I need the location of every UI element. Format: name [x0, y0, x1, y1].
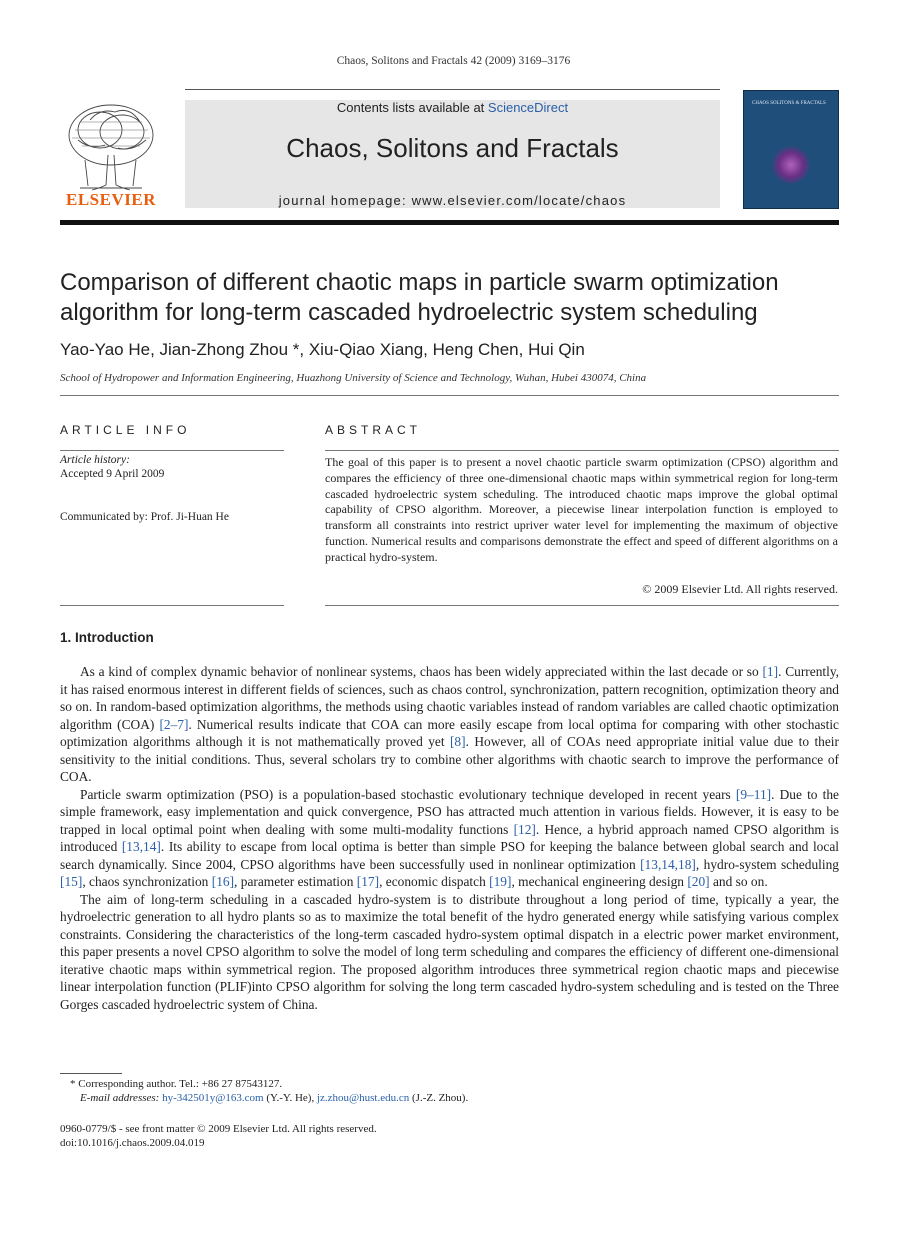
text-span: . Due to the simple framework, easy implementation and quick convergence, PSO has attracted much attention in various fields. However, it is easy to be trapped in local optimal point when dealing with some multi-modality functions — [60, 786, 839, 837]
article-info-heading: ARTICLE INFO — [60, 423, 191, 437]
email-link-zhou[interactable]: jz.zhou@hust.edu.cn — [316, 1092, 410, 1104]
text-span: , economic dispatch — [379, 874, 490, 889]
footnote-rule — [60, 1073, 122, 1074]
journal-cover-image — [743, 90, 839, 209]
journal-citation: Chaos, Solitons and Fractals 42 (2009) 3169–3176 — [336, 55, 571, 67]
text-span: , hydro-system scheduling — [695, 856, 839, 872]
affiliation-rule — [60, 395, 839, 396]
email-note — [80, 1092, 468, 1104]
communicated-by: Communicated by: Prof. Ji-Huan He — [60, 511, 229, 523]
text-span: . Hence, a hybrid approach named CPSO algorithm is introduced — [60, 821, 840, 854]
contents-prefix: Contents lists available at — [336, 100, 488, 115]
citation-link[interactable]: [17] — [356, 874, 380, 889]
article-info-rule — [60, 450, 284, 451]
cover-art — [772, 146, 810, 184]
journal-name: Chaos, Solitons and Fractals — [286, 133, 619, 163]
citation-link[interactable]: [1] — [762, 664, 779, 679]
email-owner-zhou: (J.-Z. Zhou). — [409, 1092, 469, 1104]
text-span: , chaos synchronization — [82, 874, 212, 889]
accepted-date: Accepted 9 April 2009 — [60, 468, 165, 480]
citation-link[interactable]: [13,14] — [121, 839, 161, 854]
abstract-rule — [325, 450, 839, 451]
intro-paragraph-2 — [60, 786, 839, 891]
sciencedirect-link[interactable]: ScienceDirect — [487, 100, 569, 115]
corresponding-author-note: * Corresponding author. Tel.: +86 27 87543127. — [70, 1078, 283, 1090]
abstract-bottom-rule — [325, 605, 839, 606]
introduction-heading: 1. Introduction — [60, 630, 154, 645]
masthead-top-rule — [185, 89, 720, 90]
citation-link[interactable]: [19] — [489, 874, 512, 889]
intro-paragraph-3: The aim of long-term scheduling in a cascaded hydro-system is to distribute throughout a long period of time, typically a year, the hydroelectric generation to all hydro plants so as to maximize the total benefit of the hydro generated energy while satisfying various complex constraints. Considering the characteristics of the long-term cascaded hydro-system optimal dispatch in a electric power market environment, this paper presents a novel CPSO algorithm to solve the model of long term scheduling and compares the efficiency of different one-dimensional iterative chaotic maps within symmetrical region. The proposed algorithm introduces three symmetrical region chaotic maps and piecewise linear interpolation function (PLIF)into CPSO algorithm for solving the long term cascaded hydro-system scheduling and is tested on the Three Gorges cascaded hydroelectric system of China. — [60, 891, 839, 1012]
email-link-he[interactable]: hy-342501y@163.com — [162, 1092, 264, 1104]
abstract-copyright: © 2009 Elsevier Ltd. All rights reserved. — [642, 582, 838, 596]
intro-paragraph-1 — [60, 663, 839, 786]
elsevier-wordmark: ELSEVIER — [66, 190, 156, 209]
article-history-label: Article history: — [60, 454, 130, 466]
text-span: . Numerical results indicate that COA can more easily escape from local optima for comparing with other stochastic optimization algorithms although it is not mathematically proved yet — [60, 716, 839, 749]
article-info-bottom-rule — [60, 605, 284, 606]
article-title: Comparison of different chaotic maps in particle swarm optimization algorithm for long-term cascaded hydroelectric system scheduling — [60, 269, 779, 326]
citation-link[interactable]: [12] — [513, 821, 536, 837]
citation-link[interactable]: [20] — [687, 874, 710, 889]
text-span: As a kind of complex dynamic behavior of nonlinear systems, chaos has been widely appreciated within the last decade or so — [80, 664, 763, 679]
text-span: and so on. — [709, 874, 768, 889]
journal-homepage[interactable]: journal homepage: www.elsevier.com/locate/chaos — [278, 193, 627, 208]
citation-link[interactable]: [8] — [449, 734, 466, 749]
abstract-text: The goal of this paper is to present a novel chaotic particle swarm optimization (CPSO) algorithm and compares the efficiency of three one-dimensional chaotic maps within symmetrical region for long-term cascaded hydroelectric system scheduling. The introduced chaotic maps improve the global optimal capability of CPSO algorithm. Moreover, a piecewise linear interpolation function is employed to transform all constraints into restrict upriver water level for implementing the maximum of objective function. Numerical results and comparisons demonstrate the effect and speed of different algorithms on a practical hydro-system. — [325, 455, 838, 564]
text-span: , mechanical engineering design — [511, 874, 688, 889]
article-affiliation: School of Hydropower and Information Engineering, Huazhong University of Science and Technology, Wuhan, Hubei 430074, China — [60, 372, 647, 384]
cover-title: CHAOS SOLITONS & FRACTALS — [752, 101, 826, 106]
contents-line — [185, 100, 720, 115]
citation-link[interactable]: [13,14,18] — [640, 856, 696, 872]
doi-line[interactable]: doi:10.1016/j.chaos.2009.04.019 — [60, 1137, 205, 1149]
text-span: . However, all of COAs need appropriate initial value due to their sensitivity to the initial conditions. Thus, several scholars try to combine other algorithms with chaotic search to improve the performance of COA. — [60, 734, 839, 784]
introduction-body — [60, 663, 839, 1013]
text-span: . Its ability to escape from local optima is better than simple PSO for keeping the balance between global search and local search dynamically. Since 2004, CPSO algorithms have been successfully used in nonlinear optimization — [60, 839, 839, 872]
citation-link[interactable]: [9–11] — [735, 786, 772, 802]
email-owner-he: (Y.-Y. He), — [263, 1092, 317, 1104]
issn-line: 0960-0779/$ - see front matter © 2009 Elsevier Ltd. All rights reserved. — [60, 1123, 377, 1135]
citation-link[interactable]: [15] — [60, 874, 83, 889]
abstract-heading: ABSTRACT — [325, 423, 422, 437]
citation-link[interactable]: [2–7] — [159, 716, 189, 732]
article-authors: Yao-Yao He, Jian-Zhong Zhou *, Xiu-Qiao Xiang, Heng Chen, Hui Qin — [60, 340, 585, 359]
text-span: Particle swarm optimization (PSO) is a population-based stochastic evolutionary technique developed in recent years — [80, 786, 736, 802]
citation-link[interactable]: [16] — [211, 874, 235, 889]
email-label: E-mail addresses: — [80, 1092, 160, 1104]
text-span: , parameter estimation — [234, 874, 357, 889]
header-rule — [60, 220, 839, 225]
text-span: . Currently, it has raised enormous interest in different fields of sciences, such as chaos control, synchronization, pattern recognition, optimization theory and so on. In random-based optimization algorithms, the methods using chaotic variables instead of random variables are called chaotic optimization algorithm (COA) — [60, 664, 839, 732]
